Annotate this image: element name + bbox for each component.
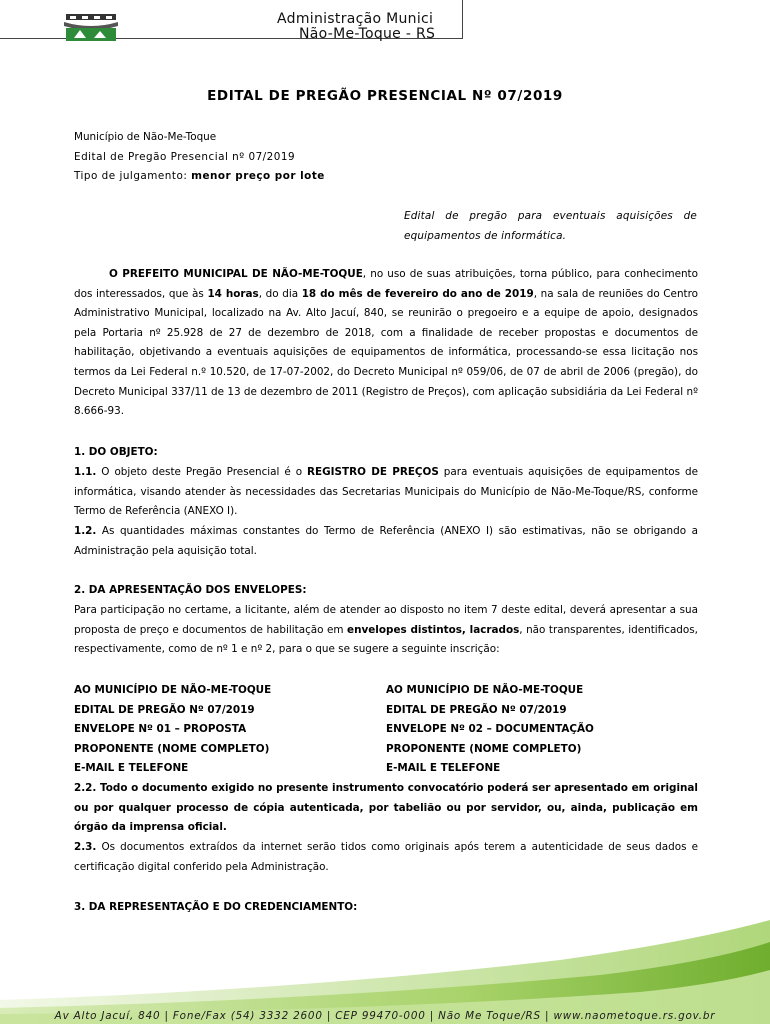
envelope-1-line: ENVELOPE Nº 01 – PROPOSTA [74, 723, 247, 736]
envelope-2-line: PROPONENTE (NOME COMPLETO) [386, 742, 582, 755]
item-1-2 [74, 522, 698, 561]
preamble-hour: 14 horas [207, 287, 259, 300]
item-1-1-text-a: O objeto deste Pregão Presencial é o [96, 466, 308, 478]
preamble-date: 18 do mês de fevereiro do ano de 2019 [301, 287, 534, 300]
section3-heading: 3. DA REPRESENTAÇÃO E DO CREDENCIAMENTO: [74, 901, 358, 913]
envelope-2-line: ENVELOPE Nº 02 – DOCUMENTAÇÃO [386, 723, 594, 736]
item-1-1-bold: REGISTRO DE PREÇOS [307, 466, 439, 478]
preamble-paragraph [74, 265, 698, 422]
envelope-2-line: E-MAIL E TELEFONE [386, 762, 501, 775]
item-2-3-num: 2.3. [74, 841, 97, 853]
preamble-text-c: , na sala de reuniões do Centro Administrativo Municipal, localizado na Av. Alto Jacuí, 840, se reunirão o pregoeiro e a equipe de apoio, designados pela Portaria nº 25.928 de 27 de dezembro de 2018, com a finalidade de receber propostas e documentos de habilitação, objetivando a eventuais aquisições de equipamentos de informática, processando-se essa licitação nos termos da Lei Federal n.º 10.520, de 17-07-2002, do Decreto Municipal nº 059/06, de 07 de abril de 2006 (pregão), do Decreto Municipal 337/11 de 13 de dezembro de 2011 (Registro de Preços), com aplicação subsidiária da Lei Federal nº 8.666-93. [74, 287, 699, 418]
section2-text-a: Para participação no certame, a licitante, além de atender ao disposto no item 7 deste edital, deverá apresentar a sua proposta de preço e documentos de habilitação em [74, 604, 698, 636]
header-title [277, 12, 464, 42]
preamble-text-a: , no uso de suas atribuições, torna público, para conhecimento dos interessados, que às [74, 268, 698, 300]
intro-block [74, 128, 698, 187]
section2-text-b: , não transparentes, identificados, respectivamente, como de nº 1 e nº 2, para o que se sugere a seguinte inscrição: [74, 623, 698, 656]
item-1-2-text: As quantidades máximas constantes do Termo de Referência (ANEXO I) são estimativas, não se obrigando a Administração pela aquisição total. [74, 525, 698, 557]
document-title: EDITAL DE PREGÃO PRESENCIAL Nº 07/2019 [207, 88, 563, 104]
section2-paragraph [74, 601, 698, 660]
item-1-2-num: 1.2. [74, 525, 97, 537]
envelope-2-line: AO MUNICÍPIO DE NÃO-ME-TOQUE [386, 684, 584, 696]
section2-heading: 2. DA APRESENTAÇÃO DOS ENVELOPES: [74, 584, 307, 596]
epigraph: Edital de pregão para eventuais aquisições de equipamentos de informática. [404, 210, 697, 242]
section2-bold: envelopes distintos, lacrados [347, 623, 520, 636]
item-2-3-text: Os documentos extraídos da internet serão tidos como originais após terem a autenticidade de seus dados e certificação digital conferido pela Administração. [74, 841, 698, 873]
preamble-bold: O PREFEITO MUNICIPAL DE NÃO-ME-TOQUE [109, 268, 363, 280]
envelope-1-line: EDITAL DE PREGÃO Nº 07/2019 [74, 703, 255, 716]
item-2-2: 2.2. Todo o documento exigido no presente instrumento convocatório poderá ser apresentado em original ou por qualquer processo de cópia autenticada, por tabelião ou por servidor, ou, ainda, publicação em órgão da imprensa oficial. [74, 782, 698, 834]
envelope-1-line: PROPONENTE (NOME COMPLETO) [74, 742, 270, 755]
footer-address: Av Alto Jacuí, 840 | Fone/Fax (54) 3332 2600 | CEP 99470-000 | Não Me Toque/RS | www.naometoque.rs.gov.br [54, 1010, 716, 1022]
intro-tipo-label: Tipo de julgamento: [74, 170, 192, 183]
intro-tipo [74, 167, 698, 187]
footer-swoosh [0, 920, 770, 1024]
envelope-1-line: AO MUNICÍPIO DE NÃO-ME-TOQUE [74, 684, 272, 696]
envelope-2-line: EDITAL DE PREGÃO Nº 07/2019 [386, 703, 567, 716]
section1-heading: 1. DO OBJETO: [74, 446, 158, 458]
envelope-1-label [74, 681, 271, 779]
preamble-text-b: , do dia [258, 287, 302, 300]
header-line-2: Não-Me-Toque - RS [299, 26, 436, 42]
municipal-logo [60, 12, 122, 42]
intro-tipo-value: menor preço por lote [191, 170, 325, 183]
envelope-2-label [386, 681, 594, 779]
item-2-3 [74, 838, 698, 877]
envelope-1-line: E-MAIL E TELEFONE [74, 762, 189, 775]
item-1-1-num: 1.1. [74, 466, 97, 478]
item-1-1-text-b: para eventuais aquisições de equipamentos de informática, visando atender às necessidades das Secretarias Municipais do Município de Não-Me-Toque/RS, conforme Termo de Referência (ANEXO I). [74, 466, 698, 518]
header-line-1: Administração Munici [277, 12, 434, 27]
item-1-1 [74, 463, 698, 522]
intro-municipio: Município de Não-Me-Toque [74, 131, 217, 143]
intro-edital: Edital de Pregão Presencial nº 07/2019 [74, 150, 296, 163]
